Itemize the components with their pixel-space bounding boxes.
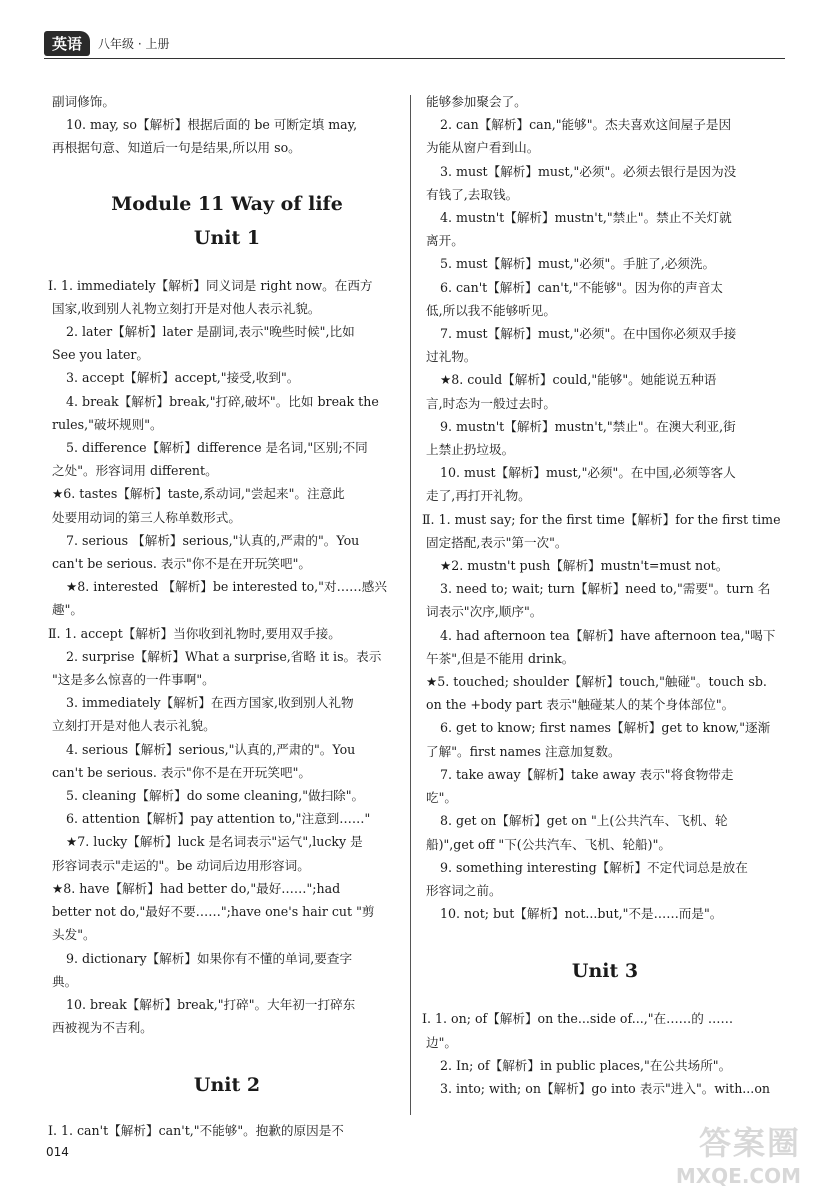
answer-item bbox=[426, 252, 784, 275]
answer-line: 5. cleaning【解析】do some cleaning,"做扫除"。 bbox=[66, 788, 365, 804]
answer-item bbox=[426, 554, 784, 577]
answer-line: 上禁止扔垃圾。 bbox=[426, 442, 515, 458]
answer-line: 9. something interesting【解析】不定代词总是放在 bbox=[440, 859, 748, 875]
module-title: Module 11 Way of life bbox=[111, 192, 343, 215]
unit-2-answers bbox=[422, 90, 784, 925]
answer-item bbox=[52, 784, 402, 807]
unit-2-answers-start bbox=[48, 1119, 402, 1142]
answer-line: 了解"。first names 注意加复数。 bbox=[426, 743, 621, 759]
answer-item bbox=[426, 368, 784, 414]
answer-line: 固定搭配,表示"第一次"。 bbox=[426, 534, 568, 550]
answer-line: 边"。 bbox=[426, 1034, 457, 1050]
answer-line: Ⅱ. 1. accept【解析】当你收到礼物时,要用双手接。 bbox=[48, 625, 341, 641]
answer-line: 为能从窗户看到山。 bbox=[426, 140, 540, 156]
answer-line: Ⅰ. 1. immediately【解析】同义词是 right now。在西方 bbox=[48, 277, 373, 293]
answer-line: ★8. interested 【解析】be interested to,"对……感兴 bbox=[66, 579, 387, 595]
watermark-logo bbox=[676, 1118, 801, 1188]
page-header bbox=[44, 30, 169, 56]
answer-line: ★2. mustn't push【解析】mustn't=must not。 bbox=[440, 558, 729, 574]
answer-line: 3. into; with; on【解析】go into 表示"进入"。with...on bbox=[440, 1080, 771, 1096]
answer-item bbox=[52, 877, 402, 947]
header-rule bbox=[44, 58, 785, 59]
unit-1-title: Unit 1 bbox=[193, 226, 261, 249]
answer-line: 有钱了,去取钱。 bbox=[426, 186, 519, 202]
answer-item bbox=[52, 529, 402, 575]
answer-item bbox=[426, 90, 784, 113]
answer-line: 头发"。 bbox=[52, 927, 96, 943]
answer-line: 2. surprise【解析】What a surprise,省略 it is。表示 bbox=[66, 648, 382, 664]
answer-line: 走了,再打开礼物。 bbox=[426, 488, 531, 504]
answer-line: 过礼物。 bbox=[426, 349, 477, 365]
answer-line: 离开。 bbox=[426, 233, 464, 249]
answer-item bbox=[52, 113, 402, 159]
answer-item bbox=[426, 415, 784, 461]
answer-line: 10. break【解析】break,"打碎"。大年初一打碎东 bbox=[66, 996, 356, 1012]
column-divider bbox=[410, 95, 411, 1115]
answer-item bbox=[48, 622, 402, 645]
right-column bbox=[422, 90, 784, 1100]
answer-item bbox=[426, 763, 784, 809]
answer-line: 9. dictionary【解析】如果你有不懂的单词,要查字 bbox=[66, 950, 353, 966]
answer-line: 典。 bbox=[52, 973, 78, 989]
answer-item bbox=[426, 716, 784, 762]
answer-item bbox=[52, 436, 402, 482]
subject-badge: 英语 bbox=[44, 31, 90, 56]
answer-line: 3. need to; wait; turn【解析】need to,"需要"。turn 名 bbox=[440, 581, 771, 597]
answer-line: 2. In; of【解析】in public places,"在公共场所"。 bbox=[440, 1057, 732, 1073]
answer-line: 4. break【解析】break,"打碎,破坏"。比如 break the bbox=[66, 393, 379, 409]
answer-line: ★5. touched; shoulder【解析】touch,"触碰"。touch sb. bbox=[426, 674, 767, 690]
answer-item bbox=[48, 274, 402, 320]
answer-line: Ⅰ. 1. on; of【解析】on the...side of...,"在……的 …… bbox=[422, 1011, 734, 1027]
answer-item bbox=[52, 366, 402, 389]
answer-item bbox=[52, 390, 402, 436]
answer-line: 词表示"次序,顺序"。 bbox=[426, 604, 543, 620]
answer-line: 形容词表示"走运的"。be 动词后边用形容词。 bbox=[52, 857, 310, 873]
answer-item bbox=[52, 830, 402, 876]
answer-item bbox=[426, 902, 784, 925]
answer-item bbox=[422, 1007, 784, 1053]
answer-line: 3. must【解析】must,"必须"。必须去银行是因为没 bbox=[440, 163, 737, 179]
answer-line: Ⅰ. 1. can't【解析】can't,"不能够"。抱歉的原因是不 bbox=[48, 1123, 344, 1139]
answer-line: can't be serious. 表示"你不是在开玩笑吧"。 bbox=[52, 764, 311, 780]
answer-line: See you later。 bbox=[52, 347, 150, 363]
answer-line: 趣"。 bbox=[52, 602, 83, 618]
answer-line: 3. immediately【解析】在西方国家,收到别人礼物 bbox=[66, 695, 354, 711]
answer-line: can't be serious. 表示"你不是在开玩笑吧"。 bbox=[52, 556, 311, 572]
answer-line: 7. must【解析】must,"必须"。在中国你必须双手接 bbox=[440, 326, 737, 342]
answer-item bbox=[52, 575, 402, 621]
answer-line: 形容词之前。 bbox=[426, 882, 502, 898]
watermark-cn: 答案圈 bbox=[698, 1124, 801, 1162]
answer-line: 6. attention【解析】pay attention to,"注意到……" bbox=[66, 811, 371, 827]
page-number: 014 bbox=[46, 1145, 69, 1159]
answer-line: 能够参加聚会了。 bbox=[426, 94, 527, 109]
answer-item bbox=[426, 160, 784, 206]
answer-line: 西被视为不吉利。 bbox=[52, 1020, 153, 1036]
answer-line: 7. serious 【解析】serious,"认真的,严肃的"。You bbox=[66, 532, 360, 548]
answer-item bbox=[52, 482, 402, 528]
answer-line: 低,所以我不能够听见。 bbox=[426, 302, 556, 318]
answer-item bbox=[52, 807, 402, 830]
answer-item bbox=[426, 624, 784, 670]
answer-item bbox=[426, 461, 784, 507]
answer-line: 国家,收到别人礼物立刻打开是对他人表示礼貌。 bbox=[52, 300, 321, 316]
answer-item bbox=[426, 1054, 784, 1077]
unit-3-answers bbox=[422, 1007, 784, 1100]
answer-item bbox=[426, 577, 784, 623]
answer-item bbox=[52, 645, 402, 691]
answer-line: 6. get to know; first names【解析】get to know,"逐渐 bbox=[440, 720, 771, 736]
answer-line: 午茶",但是不能用 drink。 bbox=[426, 650, 575, 666]
answer-line: rules,"破坏规则"。 bbox=[52, 416, 163, 432]
answer-item bbox=[426, 856, 784, 902]
answer-line: 立刻打开是对他人表示礼貌。 bbox=[52, 718, 216, 734]
answer-line: 4. mustn't【解析】mustn't,"禁止"。禁止不关灯就 bbox=[440, 210, 732, 226]
unit-3-title: Unit 3 bbox=[571, 960, 639, 983]
unit-2-title: Unit 2 bbox=[193, 1074, 261, 1097]
watermark-en: MXQE.COM bbox=[675, 1164, 801, 1188]
answer-line: 10. must【解析】must,"必须"。在中国,必须等客人 bbox=[440, 465, 736, 481]
answer-item bbox=[422, 508, 784, 554]
answer-item bbox=[426, 322, 784, 368]
answer-line: 10. not; but【解析】not...but,"不是……而是"。 bbox=[440, 906, 723, 922]
answer-item bbox=[52, 691, 402, 737]
answer-line: 再根据句意、知道后一句是结果,所以用 so。 bbox=[52, 140, 301, 156]
answer-line: 处要用动词的第三人称单数形式。 bbox=[52, 509, 241, 525]
answer-line: 5. must【解析】must,"必须"。手脏了,必须洗。 bbox=[440, 256, 716, 272]
answer-line: 7. take away【解析】take away 表示"将食物带走 bbox=[440, 766, 734, 782]
answer-line: 4. serious【解析】serious,"认真的,严肃的"。You bbox=[66, 741, 356, 757]
answer-line: ★6. tastes【解析】taste,系动词,"尝起来"。注意此 bbox=[52, 486, 345, 502]
answer-line: 2. can【解析】can,"能够"。杰夫喜欢这间屋子是因 bbox=[440, 117, 732, 133]
left-column bbox=[48, 90, 402, 1143]
answer-item bbox=[426, 206, 784, 252]
left-top-block bbox=[52, 90, 402, 160]
answer-line: 5. difference【解析】difference 是名词,"区别;不同 bbox=[66, 440, 368, 456]
answer-line: "这是多么惊喜的一件事啊"。 bbox=[52, 672, 215, 688]
answer-item bbox=[426, 670, 784, 716]
answer-line: 3. accept【解析】accept,"接受,收到"。 bbox=[66, 370, 300, 386]
answer-item bbox=[52, 320, 402, 366]
answer-item bbox=[48, 1119, 402, 1142]
answer-line: Ⅱ. 1. must say; for the first time【解析】for the first time bbox=[422, 511, 781, 527]
answer-item bbox=[52, 90, 402, 113]
answer-line: better not do,"最好不要……";have one's hair cut "剪 bbox=[52, 904, 375, 920]
answer-item bbox=[426, 276, 784, 322]
answer-line: 副词修饰。 bbox=[52, 94, 115, 109]
answer-line: 6. can't【解析】can't,"不能够"。因为你的声音太 bbox=[440, 279, 723, 295]
answer-item bbox=[52, 993, 402, 1039]
answer-line: 吃"。 bbox=[426, 790, 457, 806]
answer-line: 船)",get off "下(公共汽车、飞机、轮船)"。 bbox=[426, 836, 671, 852]
answer-line: on the +body part 表示"触碰某人的某个身体部位"。 bbox=[426, 697, 735, 713]
answer-line: ★8. could【解析】could,"能够"。她能说五种语 bbox=[440, 372, 717, 388]
answer-item bbox=[426, 1077, 784, 1100]
answer-item bbox=[52, 947, 402, 993]
unit-1-answers bbox=[48, 274, 402, 1040]
answer-line: 10. may, so【解析】根据后面的 be 可断定填 may, bbox=[66, 117, 358, 133]
answer-line: 言,时态为一般过去时。 bbox=[426, 395, 556, 411]
answer-line: 4. had afternoon tea【解析】have afternoon tea,"喝下 bbox=[440, 627, 776, 643]
answer-line: 2. later【解析】later 是副词,表示"晚些时候",比如 bbox=[66, 324, 355, 340]
answer-line: 9. mustn't【解析】mustn't,"禁止"。在澳大利亚,街 bbox=[440, 418, 736, 434]
answer-line: ★7. lucky【解析】luck 是名词表示"运气",lucky 是 bbox=[66, 834, 363, 850]
grade-label: 八年级 · 上册 bbox=[98, 36, 170, 51]
answer-line: 8. get on【解析】get on "上(公共汽车、飞机、轮 bbox=[440, 813, 728, 829]
answer-line: 之处"。形容词用 different。 bbox=[52, 463, 218, 479]
answer-item bbox=[426, 113, 784, 159]
answer-item bbox=[52, 738, 402, 784]
answer-item bbox=[426, 809, 784, 855]
answer-line: ★8. have【解析】had better do,"最好……";had bbox=[52, 880, 341, 896]
